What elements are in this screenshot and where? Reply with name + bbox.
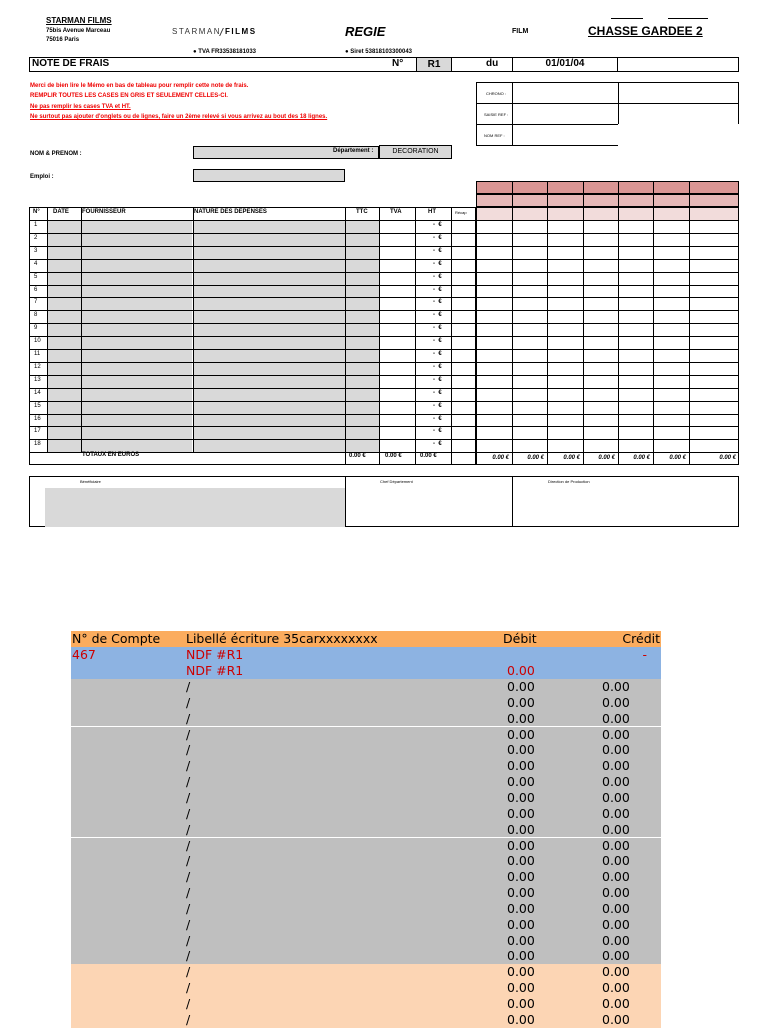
totals-col-line (415, 452, 416, 465)
table-col-line (81, 207, 82, 452)
ht-cell: - € (433, 351, 442, 357)
row-number: 13 (34, 376, 41, 383)
table-row-line (29, 246, 739, 247)
row-number: 16 (34, 415, 41, 422)
ref-box-line-1 (476, 103, 739, 104)
ht-cell: - € (433, 389, 442, 396)
recap-total: 0.00 € (492, 455, 509, 462)
company-name: STARMAN FILMS (46, 16, 112, 25)
accounting-line: / 0.00 0.00 (71, 727, 661, 743)
acc-debit-2: 0.00 (507, 663, 535, 678)
table-col-line (345, 207, 346, 452)
ht-cell: - € (433, 325, 442, 332)
row-number: 11 (34, 351, 41, 357)
recap-header-row-2 (476, 194, 739, 207)
ref-box-blank (618, 124, 739, 146)
accounting-line: / 0.00 0.00 (71, 695, 661, 711)
accounting-line: / 0.00 0.00 (71, 774, 661, 790)
header-ttc: TTC (356, 209, 368, 215)
acc-label-1: NDF #R1 (186, 647, 244, 662)
ht-cell: - € (433, 338, 442, 345)
accounting-line: / 0.00 0.00 (71, 948, 661, 964)
instruction-1: Merci de bien lire le Mémo en bas de tableau pour remplir cette note de frais. (30, 83, 249, 89)
totals-col-line (345, 452, 346, 465)
emploi-label: Emploi : (30, 174, 54, 180)
film-label: FILM (512, 28, 529, 35)
tva-number: ● TVA FR33538181033 (193, 49, 256, 55)
accounting-line: / 0.00 0.00 (71, 838, 661, 854)
ht-cell: - € (433, 234, 442, 241)
ht-cell: - € (433, 222, 442, 228)
direction-production-label: Direction de Production (548, 479, 590, 484)
company-address-1: 75bis Avenue Marceau (46, 28, 111, 34)
ht-cell: - € (433, 402, 442, 409)
table-col-line (379, 207, 380, 452)
ht-cell: - € (433, 273, 442, 280)
chrono-label: CHRONO : (486, 91, 506, 96)
table-row-line (29, 362, 739, 363)
acc-account: 467 (72, 647, 96, 662)
row-number: 1 (34, 222, 38, 228)
accounting-line: / 0.00 0.00 (71, 822, 661, 838)
table-row-line (29, 439, 739, 440)
header-num: N° (33, 209, 40, 215)
accounting-line: / 0.00 0.00 (71, 917, 661, 933)
table-col-line (193, 207, 194, 452)
accounting-line: / 0.00 0.00 (71, 901, 661, 917)
totals-col-line (379, 452, 380, 465)
totals-label: TOTAUX EN EUROS (82, 452, 140, 458)
regie-title: REGIE (345, 24, 386, 39)
total-tva: 0.00 € (385, 453, 402, 459)
header-fournisseur: FOURNISSEUR (82, 209, 126, 215)
accounting-line: / 0.00 0.00 (71, 980, 661, 996)
accounting-line: / 0.00 0.00 (71, 806, 661, 822)
company-address-2: 75016 Paris (46, 37, 80, 43)
accounting-line: / 0.00 0.00 (71, 933, 661, 949)
recap-total: 0.00 € (527, 455, 544, 462)
acc-header-debit: Débit (503, 631, 537, 646)
row-number: 9 (34, 325, 38, 332)
recap-total: 0.00 € (598, 455, 615, 462)
accounting-line: / 0.00 0.00 (71, 996, 661, 1012)
recap-header-row-1 (476, 181, 739, 194)
title-bar (29, 57, 739, 72)
accounting-header (71, 631, 661, 647)
row-number: 7 (34, 299, 38, 306)
recap-header-fill (477, 208, 738, 220)
row-number: 8 (34, 312, 38, 319)
recap-total: 0.00 € (669, 455, 686, 462)
ht-cell: - € (433, 312, 442, 319)
film-title: CHASSE GARDEE 2 (588, 24, 703, 38)
row-number: 3 (34, 247, 38, 254)
row-number: 6 (34, 286, 38, 293)
accounting-line: / 0.00 0.00 (71, 758, 661, 774)
header-date: DATE (53, 209, 69, 215)
num-label: N° (392, 58, 404, 69)
instruction-4: Ne surtout pas ajouter d'onglets ou de lignes, faire un 2ème relevé si vous arrivez au bout des 18 lignes. (30, 114, 328, 120)
table-col-line (47, 207, 48, 452)
ref-box-divider (512, 82, 513, 146)
accounting-line: / 0.00 0.00 (71, 711, 661, 727)
saisie-label: SAISIE REF : (484, 112, 509, 117)
date-value[interactable]: 01/01/04 (512, 57, 618, 72)
num-value[interactable]: R1 (416, 57, 452, 72)
acc-label-2: NDF #R1 (186, 663, 244, 678)
row-number: 18 (34, 441, 41, 448)
nom-ref-label: NOM REF : (484, 133, 505, 138)
accounting-line: / 0.00 0.00 (71, 964, 661, 980)
signature-divider-1 (345, 476, 346, 527)
departement-label: Département : (333, 148, 374, 154)
acc-header-compte: N° de Compte (72, 631, 161, 646)
ht-cell: - € (433, 376, 442, 383)
header-nature: NATURE DES DEPENSES (194, 209, 267, 215)
table-row-line (29, 375, 739, 376)
ht-cell: - € (433, 260, 442, 267)
instruction-3: Ne pas remplir les cases TVA et HT. (30, 104, 131, 110)
table-row-line (29, 297, 739, 298)
accounting-line: / 0.00 0.00 (71, 742, 661, 758)
table-col-line (415, 207, 416, 452)
doc-title: NOTE DE FRAIS (32, 58, 110, 69)
beneficiaire-label: Bénéficiaire (80, 479, 101, 484)
chef-departement-label: Chef Département (380, 479, 413, 484)
du-label: du (486, 58, 499, 69)
ht-cell: - € (433, 299, 442, 306)
totals-col-line (451, 452, 452, 465)
film-title-decor-right (668, 18, 708, 19)
table-row-line (29, 388, 739, 389)
accounting-line: / 0.00 0.00 (71, 679, 661, 695)
total-ttc: 0.00 € (349, 453, 366, 459)
table-row-line (29, 259, 739, 260)
row-number: 10 (34, 338, 41, 345)
table-row-line (29, 336, 739, 337)
header-tva: TVA (390, 209, 402, 215)
departement-select[interactable]: DECORATION (379, 145, 452, 159)
emploi-input[interactable] (193, 169, 345, 182)
row-number: 4 (34, 260, 38, 267)
row-number: 2 (34, 234, 38, 241)
header-ht: HT (428, 209, 436, 215)
signature-divider-2 (512, 476, 513, 527)
company-logo: STARMAN FILMS (172, 27, 257, 36)
table-row-line (29, 349, 739, 350)
table-row-line (29, 310, 739, 311)
beneficiaire-signature-field[interactable] (45, 488, 345, 527)
ht-cell: - € (433, 441, 442, 448)
table-row-line (29, 272, 739, 273)
accounting-line: / 0.00 0.00 (71, 869, 661, 885)
table-row-line (29, 414, 739, 415)
table-row-line (29, 426, 739, 427)
row-number: 5 (34, 273, 38, 280)
recap-total: 0.00 € (719, 455, 736, 462)
table-row-line (29, 233, 739, 234)
acc-credit-1: - (642, 647, 647, 662)
accounting-line: / 0.00 0.00 (71, 790, 661, 806)
table-col-line (451, 207, 452, 452)
accounting-row-1 (71, 647, 661, 663)
recap-total: 0.00 € (563, 455, 580, 462)
ht-cell: - € (433, 286, 442, 293)
table-row-line (29, 323, 739, 324)
nom-prenom-label: NOM & PRENOM : (30, 151, 82, 157)
row-number: 12 (34, 363, 41, 370)
accounting-line: / 0.00 0.00 (71, 885, 661, 901)
siret-number: ● Siret 53818103300043 (345, 49, 413, 55)
acc-header-credit: Crédit (622, 631, 660, 646)
header-recap: Récap (455, 210, 467, 215)
instruction-2: REMPLIR TOUTES LES CASES EN GRIS ET SEULEMENT CELLES-CI. (30, 93, 228, 99)
row-number: 14 (34, 389, 41, 396)
table-row-line (29, 220, 739, 221)
ht-cell: - € (433, 428, 442, 435)
accounting-row-2 (71, 663, 661, 679)
recap-total: 0.00 € (633, 455, 650, 462)
film-title-decor-left (611, 18, 643, 19)
accounting-line: / 0.00 0.00 (71, 1012, 661, 1028)
row-number: 15 (34, 402, 41, 409)
row-number: 17 (34, 428, 41, 435)
total-ht: 0.00 € (420, 453, 437, 459)
accounting-line: / 0.00 0.00 (71, 853, 661, 869)
table-row-line (29, 401, 739, 402)
ht-cell: - € (433, 247, 442, 254)
ht-cell: - € (433, 415, 442, 422)
acc-header-libelle: Libellé écriture 35carxxxxxxxx (186, 631, 378, 646)
ht-cell: - € (433, 363, 442, 370)
table-row-line (29, 285, 739, 286)
